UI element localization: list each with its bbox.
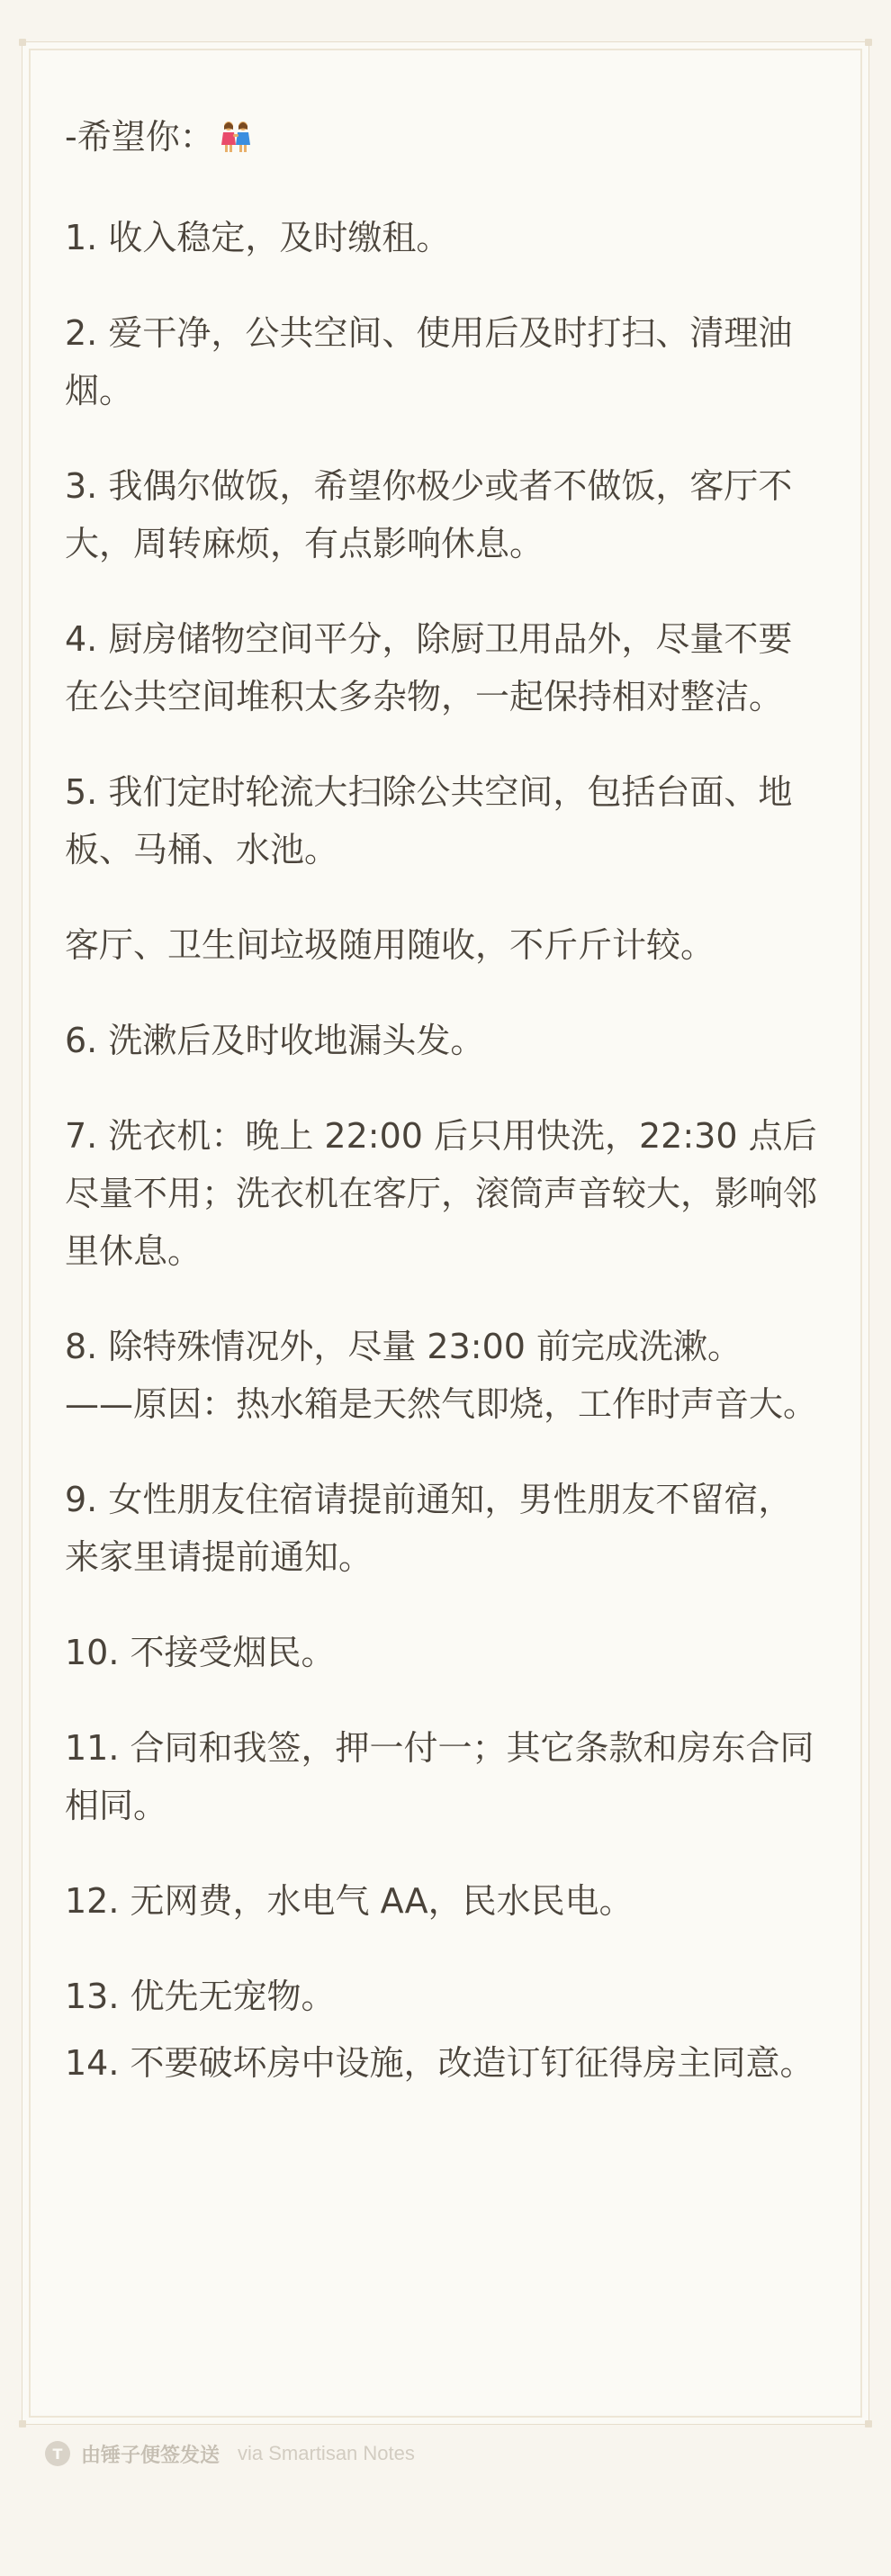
- rule-item: 11. 合同和我签，押一付一；其它条款和房东合同相同。: [65, 1728, 814, 1825]
- rule-item: 2. 爱干净，公共空间、使用后及时打扫、清理油烟。: [65, 313, 793, 410]
- note-content: [65, 108, 821, 2130]
- corner-ornament: [865, 2420, 872, 2427]
- two-women-emoji-icon: [218, 113, 254, 171]
- rule-item: 12. 无网费，水电气 AA，民水民电。: [65, 1881, 634, 1921]
- rule-item: 13. 优先无宠物。: [65, 1977, 336, 2016]
- footer-brand: 由锤子便签发送: [81, 2443, 220, 2466]
- rule-item: 1. 收入稳定，及时缴租。: [65, 218, 451, 257]
- note-footer: [45, 2439, 415, 2468]
- rule-item: 3. 我偶尔做饭，希望你极少或者不做饭，客厅不大，周转麻烦，有点影响休息。: [65, 466, 793, 563]
- rule-item: 5. 我们定时轮流大扫除公共空间，包括台面、地板、马桶、水池。: [65, 772, 793, 869]
- corner-ornament: [19, 2420, 26, 2427]
- note-intro: [65, 108, 821, 171]
- smartisan-logo-icon: T: [45, 2441, 70, 2466]
- rule-item: 7. 洗衣机：晚上 22:00 后只用快洗，22:30 点后尽量不用；洗衣机在客厅，滚筒声音较大，影响邻里休息。: [65, 1116, 818, 1271]
- intro-text: -希望你：: [65, 117, 214, 157]
- rule-item: 6. 洗漱后及时收地漏头发。: [65, 1021, 485, 1060]
- corner-ornament: [865, 39, 872, 46]
- rule-item: 客厅、卫生间垃圾随用随收，不斤斤计较。: [65, 925, 716, 965]
- rule-item: 10. 不接受烟民。: [65, 1633, 336, 1672]
- rule-item: 4. 厨房储物空间平分，除厨卫用品外，尽量不要在公共空间堆积太多杂物，一起保持相对整洁。: [65, 619, 793, 716]
- rule-item: 14. 不要破坏房中设施，改造订钉征得房主同意。: [65, 2043, 814, 2083]
- rule-item: 9. 女性朋友住宿请提前通知，男性朋友不留宿，来家里请提前通知。: [65, 1480, 793, 1577]
- corner-ornament: [19, 39, 26, 46]
- rule-item: 8. 除特殊情况外，尽量 23:00 前完成洗漱。 ——原因：热水箱是天然气即烧，工作时声音大。: [65, 1327, 818, 1424]
- footer-via: via Smartisan Notes: [238, 2442, 415, 2464]
